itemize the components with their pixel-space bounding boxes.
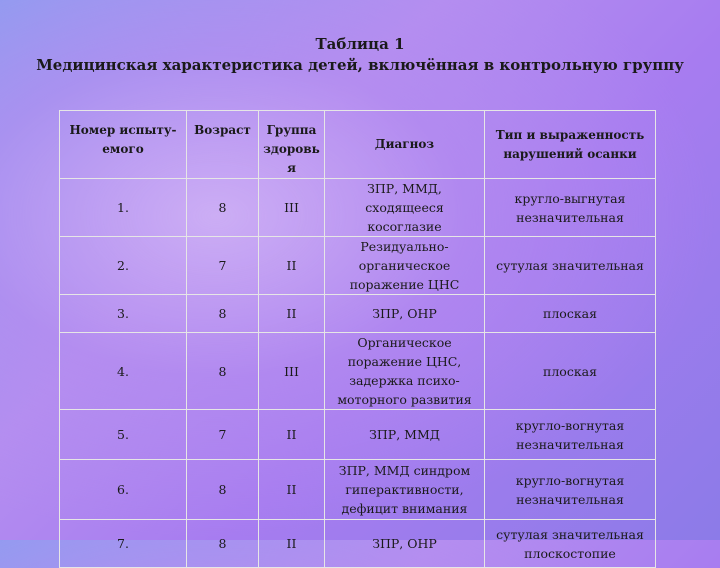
table-row [60, 333, 656, 410]
cell-health-group: II [259, 295, 325, 333]
medical-characteristics-table [59, 110, 656, 568]
cell-health-group: III [259, 333, 325, 410]
cell-age: 7 [187, 237, 259, 295]
header-health-group: Группа здоровья [259, 111, 325, 179]
table-header-row [60, 111, 656, 179]
cell-posture: кругло-вогнутая незначительная [485, 460, 656, 520]
cell-diagnosis: Органическое поражение ЦНС, задержка психо-моторного развития [325, 333, 485, 410]
cell-number: 6. [60, 460, 187, 520]
table-row [60, 179, 656, 237]
header-posture-type: Тип и выраженность нарушений осанки [485, 111, 656, 179]
cell-diagnosis: Резидуально-органическое поражение ЦНС [325, 237, 485, 295]
cell-age: 8 [187, 520, 259, 568]
cell-diagnosis: ЗПР, ОНР [325, 520, 485, 568]
cell-age: 7 [187, 410, 259, 460]
cell-diagnosis: ЗПР, ММД [325, 410, 485, 460]
cell-posture: кругло-вогнутая незначительная [485, 410, 656, 460]
cell-posture: сутулая значительная плоскостопие [485, 520, 656, 568]
cell-age: 8 [187, 460, 259, 520]
cell-age: 8 [187, 179, 259, 237]
cell-diagnosis: ЗПР, ОНР [325, 295, 485, 333]
header-subject-number: Номер испыту-емого [60, 111, 187, 179]
cell-number: 4. [60, 333, 187, 410]
header-diagnosis: Диагноз [325, 111, 485, 179]
table-row [60, 237, 656, 295]
cell-posture: плоская [485, 295, 656, 333]
cell-posture: сутулая значительная [485, 237, 656, 295]
table-row [60, 520, 656, 568]
cell-posture: плоская [485, 333, 656, 410]
cell-diagnosis: ЗПР, ММД синдром гиперактивности, дефицит внимания [325, 460, 485, 520]
cell-number: 5. [60, 410, 187, 460]
table-row [60, 295, 656, 333]
cell-health-group: II [259, 460, 325, 520]
cell-age: 8 [187, 333, 259, 410]
cell-health-group: II [259, 410, 325, 460]
title-line-2: Медицинская характеристика детей, включённая в контрольную группу [36, 56, 684, 74]
table-row [60, 460, 656, 520]
document-title [0, 34, 720, 76]
cell-number: 3. [60, 295, 187, 333]
cell-health-group: II [259, 237, 325, 295]
table-row [60, 410, 656, 460]
cell-posture: кругло-выгнутая незначительная [485, 179, 656, 237]
cell-health-group: II [259, 520, 325, 568]
cell-diagnosis: ЗПР, ММД, сходящееся косоглазие [325, 179, 485, 237]
cell-number: 1. [60, 179, 187, 237]
header-age: Возраст [187, 111, 259, 179]
cell-number: 2. [60, 237, 187, 295]
title-line-1: Таблица 1 [315, 35, 405, 53]
cell-health-group: III [259, 179, 325, 237]
cell-age: 8 [187, 295, 259, 333]
cell-number: 7. [60, 520, 187, 568]
